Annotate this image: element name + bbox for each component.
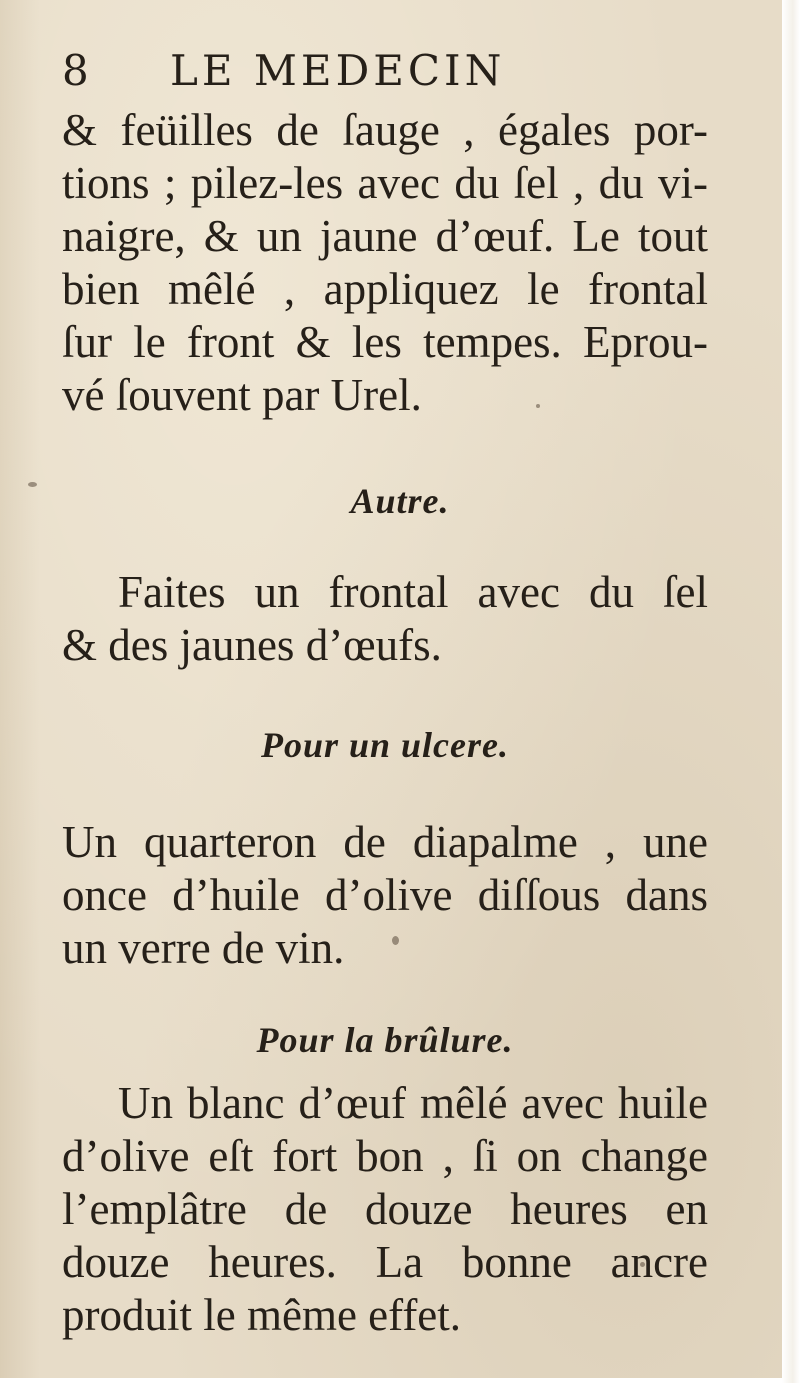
section-heading-ulcere: Pour un ulcere.: [260, 725, 510, 765]
section-heading-autre: Autre.: [350, 481, 450, 521]
text-line: once d’huile d’olive diſſous dans: [62, 870, 708, 920]
text-line: ſur le front & les tempes. Eprou-: [62, 317, 708, 367]
running-head: [62, 38, 708, 104]
paragraph-autre: [62, 566, 708, 672]
paragraph-brulure: [62, 1077, 708, 1342]
page-edge: [782, 0, 800, 1383]
ink-speck: [28, 482, 37, 487]
text-line: & des jaunes d’œufs.: [62, 620, 442, 670]
paragraph-ulcere: [62, 816, 708, 975]
text-line: vé ſouvent par Urel.: [62, 370, 422, 420]
text-line: l’emplâtre de douze heures en: [62, 1184, 708, 1234]
page-number: 8: [62, 46, 91, 95]
section-heading-brulure: Pour la brûlure.: [256, 1020, 514, 1060]
text-block: [62, 38, 708, 1342]
running-title: LE MEDECIN: [170, 46, 506, 95]
text-line: Un quarteron de diapalme , une: [62, 817, 708, 867]
paragraph-continued: [62, 104, 708, 422]
text-line: naigre, & un jaune d’œuf. Le tout: [62, 211, 708, 261]
text-line: bien mêlé , appliquez le frontal: [62, 264, 708, 314]
text-line: Faites un frontal avec du ſel: [118, 567, 708, 617]
text-line: douze heures. La bonne ancre: [62, 1237, 708, 1287]
text-line: d’olive eſt fort bon , ſi on change: [62, 1131, 708, 1181]
text-line: tions ; pilez-les avec du ſel , du vi-: [62, 158, 708, 208]
text-line: un verre de vin.: [62, 923, 345, 973]
text-line: produit le même effet.: [62, 1290, 462, 1340]
text-line: Un blanc d’œuf mêlé avec huile: [118, 1078, 708, 1128]
text-line: & feüilles de ſauge , égales por-: [62, 105, 708, 155]
